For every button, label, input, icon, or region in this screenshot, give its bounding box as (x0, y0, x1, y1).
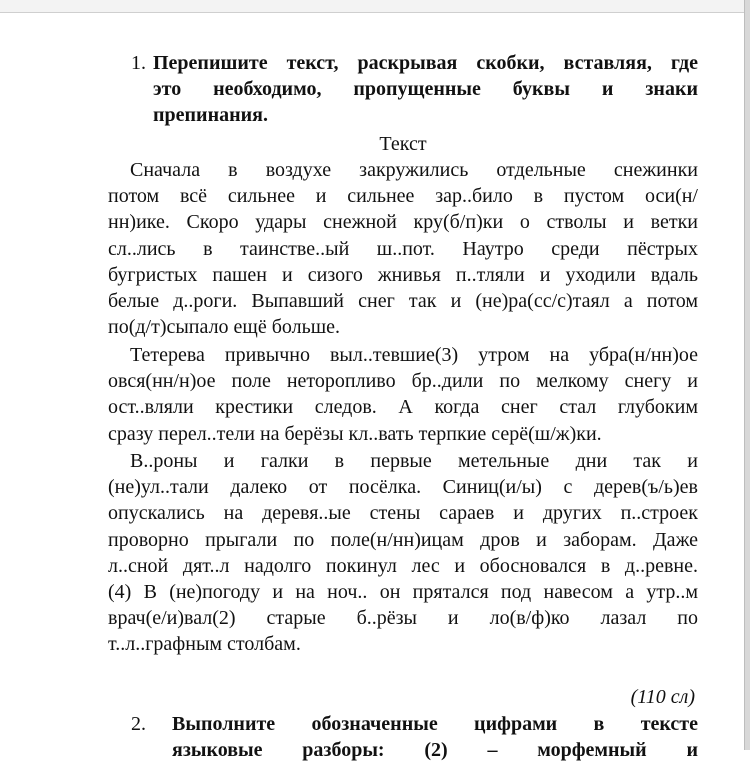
paragraph-2-line: ост..вляли крестики следов. А когда снег стал глубоким (108, 396, 698, 419)
paragraph-1 (108, 157, 698, 340)
task-1-line-2: это необходимо, пропущенные буквы и знаки (153, 78, 698, 100)
vertical-scrollbar[interactable] (745, 0, 750, 750)
paragraph-3-line: опускались на деревя..ые стены сараев и других п..строек (108, 502, 698, 525)
text-title: Текст (379, 133, 427, 155)
paragraph-2 (108, 342, 698, 447)
paragraph-3-line: (не)ул..тали далеко от посёлка. Синиц(и/ы) с дерев(ъ/ь)ев (108, 476, 698, 499)
task-1-instructions (153, 50, 698, 128)
paragraph-2-line: овся(нн/н)ое поле неторопливо бр..дили по мелкому снегу и (108, 370, 698, 393)
paragraph-3-line: (4) В (не)погоду и на ноч.. он прятался под навесом а утр..м (108, 581, 698, 604)
paragraph-3-line: В..роны и галки в первые метельные дни так и (130, 450, 698, 472)
task-1-number: 1. (131, 52, 146, 74)
task-2-line-2: языковые разборы: (2) – морфемный и (172, 739, 698, 761)
task-2-number: 2. (131, 713, 146, 735)
task-2-line-1: Выполните обозначенные цифрами в тексте (172, 713, 698, 735)
task-1-line-3: препинания. (153, 104, 268, 126)
paragraph-1-line: потом всё сильнее и сильнее зар..било в пустом оси(н/ (108, 185, 698, 208)
window-top-border (0, 12, 750, 13)
paragraph-1-line: нн)ике. Скоро удары снежной кру(б/п)ки о стволы и ветки (108, 211, 698, 234)
paragraph-3-line: л..сной дят..л надолго покинул лес и обосновался в д..ревне. (108, 554, 698, 577)
paragraph-1-line: Сначала в воздухе закружились отдельные снежинки (130, 159, 698, 181)
window-top-bar (0, 0, 750, 12)
paragraph-2-line: сразу перел..тели на берёзы кл..вать терпкие серё(ш/ж)ки. (108, 422, 602, 445)
paragraph-2-line: Тетерева привычно выл..тевшие(3) утром на убра(н/нн)ое (130, 344, 698, 366)
paragraph-3-line: врач(е/и)вал(2) старые б..рёзы и ло(в/ф)ко лазал по (108, 607, 698, 630)
paragraph-1-line: бугристых пашен и сизого жнивья п..тляли и уходили вдаль (108, 263, 698, 286)
word-count: (110 сл) (630, 686, 695, 708)
paragraph-3-line: т..л..графным столбам. (108, 633, 301, 656)
paragraph-1-line: сл..лись в таинстве..ый ш..пот. Наутро среди пёстрых (108, 237, 698, 260)
task-1-line-1: Перепишите текст, раскрывая скобки, вставляя, где (153, 52, 698, 74)
scrollbar-border (744, 0, 745, 750)
paragraph-1-line: белые д..роги. Выпавший снег так и (не)ра(сс/с)таял а потом (108, 290, 698, 313)
paragraph-3-line: проворно прыгали по поле(н/нн)ицам дров и заборам. Даже (108, 528, 698, 551)
paragraph-1-line: по(д/т)сыпало ещё больше. (108, 316, 340, 339)
paragraph-3 (108, 448, 698, 658)
